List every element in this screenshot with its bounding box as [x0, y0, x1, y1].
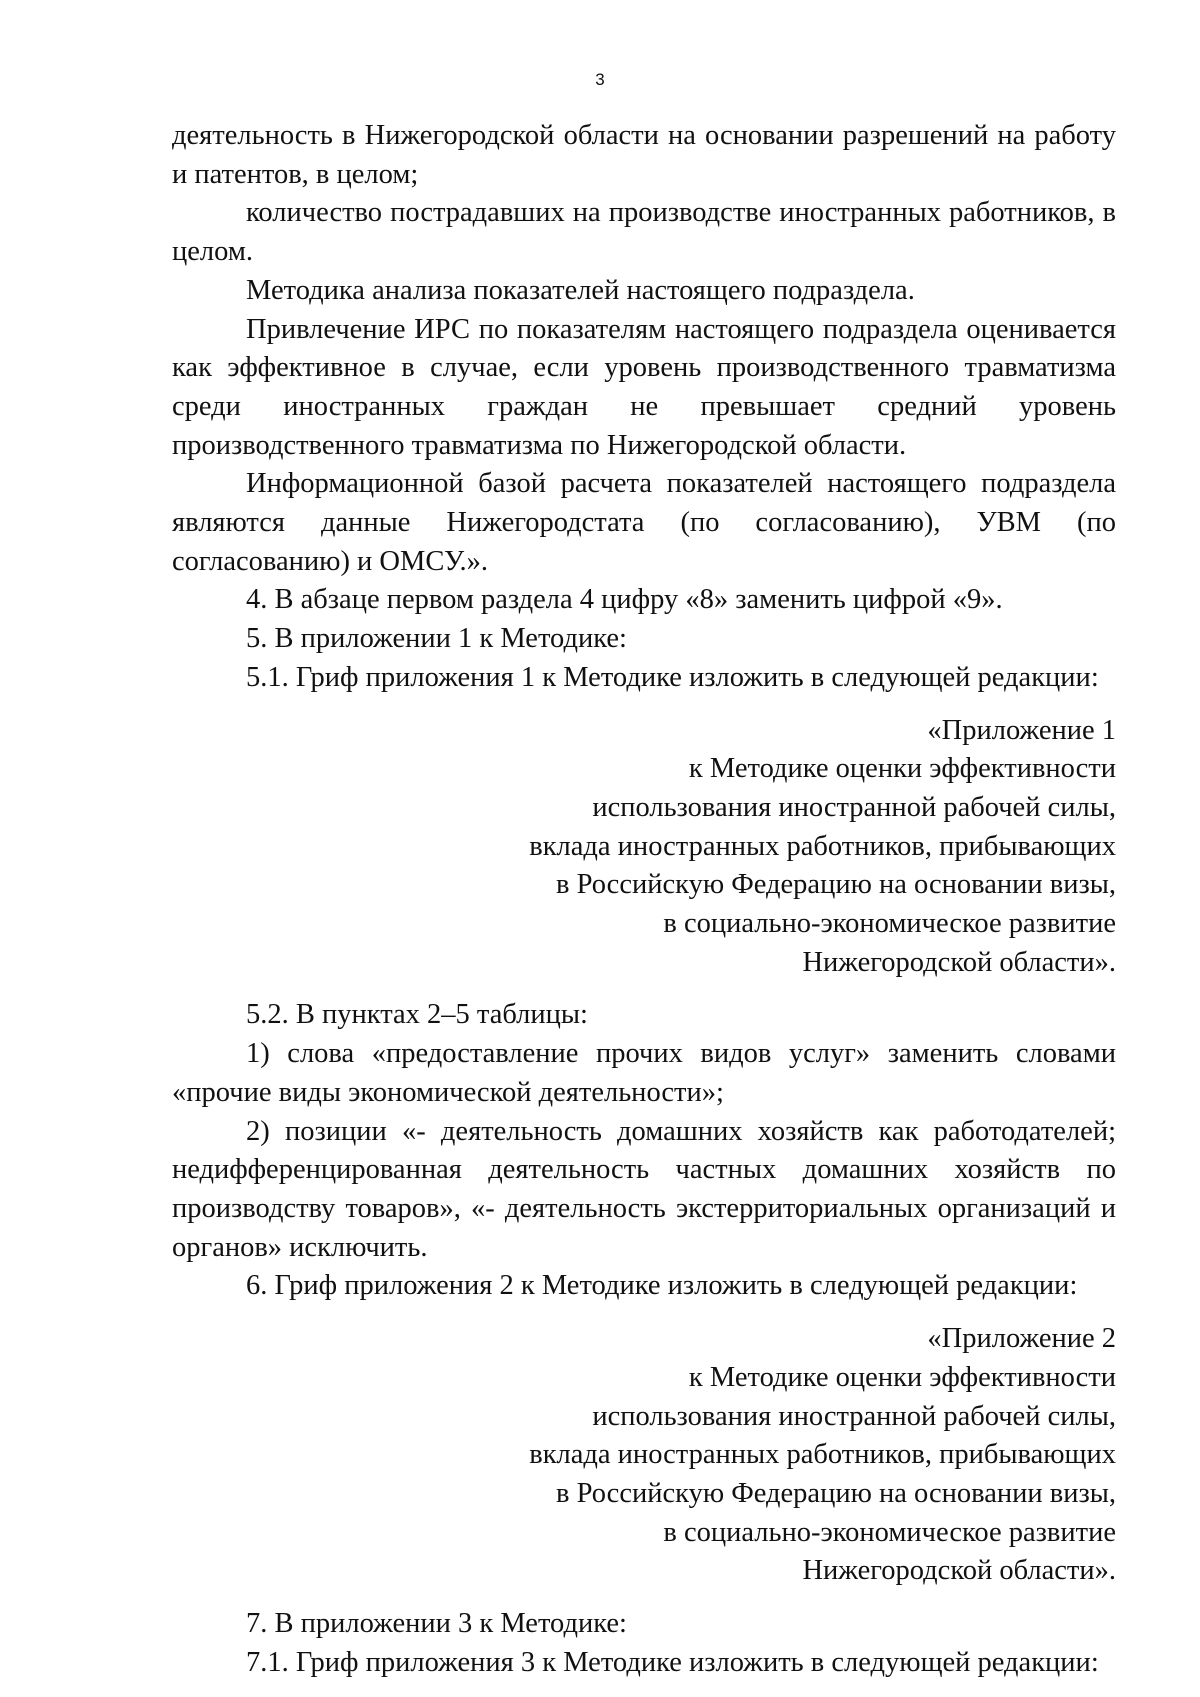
grif-line: «Приложение 2	[927, 1323, 1116, 1355]
paragraphs-top	[172, 117, 1116, 698]
appendix-1-heading-block	[172, 712, 1116, 983]
grif-line: Нижегородской области».	[802, 1555, 1116, 1587]
grif-line: в Российскую Федерацию на основании визы,	[556, 869, 1116, 901]
paragraph: Привлечение ИРС по показателям настоящего подраздела оценивается как эффективное в случае, если уровень производственного травматизма среди иностранных граждан не превышает средний уровень производственного травматизма по Нижегородской области.	[172, 313, 1116, 461]
grif-line: вклада иностранных работников, прибывающих	[529, 830, 1116, 862]
grif-line: вклада иностранных работников, прибывающих	[529, 1439, 1116, 1471]
paragraph: 5.1. Гриф приложения 1 к Методике изложить в следующей редакции:	[246, 661, 1099, 693]
grif-line: к Методике оценки эффективности	[688, 753, 1116, 785]
paragraph: 1) слова «предоставление прочих видов услуг» заменить словами «прочие виды экономической деятельности»;	[172, 1038, 1116, 1108]
paragraph: Информационной базой расчета показателей настоящего подраздела являются данные Нижегородстата (по согласованию), УВМ (по согласованию) и ОМСУ.».	[172, 468, 1116, 577]
document-body	[172, 117, 1116, 1682]
grif-line: «Приложение 1	[927, 714, 1116, 746]
grif-line: в социально-экономическое развитие	[663, 908, 1116, 940]
paragraph: 5. В приложении 1 к Методике:	[246, 623, 627, 655]
paragraph: 7.1. Гриф приложения 3 к Методике изложить в следующей редакции:	[246, 1646, 1099, 1678]
paragraphs-middle	[172, 996, 1116, 1306]
grif-line: использования иностранной рабочей силы,	[592, 1400, 1116, 1432]
grif-line: Нижегородской области».	[802, 946, 1116, 978]
paragraph: 2) позиции «- деятельность домашних хозяйств как работодателей; недифференцированная деятельность частных домашних хозяйств по производству товаров», «- деятельность экстерриториальных организаций и органов» исключить.	[172, 1115, 1116, 1263]
grif-line: к Методике оценки эффективности	[688, 1361, 1116, 1393]
paragraph: количество пострадавших на производстве иностранных работников, в целом.	[172, 197, 1116, 268]
paragraphs-bottom	[172, 1605, 1116, 1682]
paragraph: 4. В абзаце первом раздела 4 цифру «8» заменить цифрой «9».	[246, 584, 1003, 616]
paragraph: 7. В приложении 3 к Методике:	[246, 1608, 627, 1640]
grif-line: в социально-экономическое развитие	[663, 1516, 1116, 1548]
paragraph: 5.2. В пунктах 2–5 таблицы:	[246, 999, 588, 1031]
grif-line: использования иностранной рабочей силы,	[592, 791, 1116, 823]
paragraph: деятельность в Нижегородской области на основании разрешений на работу и патентов, в целом;	[172, 120, 1116, 190]
page-number: 3	[595, 70, 605, 89]
grif-line: в Российскую Федерацию на основании визы,	[556, 1477, 1116, 1509]
paragraph: 6. Гриф приложения 2 к Методике изложить в следующей редакции:	[246, 1270, 1078, 1302]
paragraph: Методика анализа показателей настоящего подраздела.	[246, 274, 915, 306]
appendix-2-heading-block	[172, 1320, 1116, 1591]
